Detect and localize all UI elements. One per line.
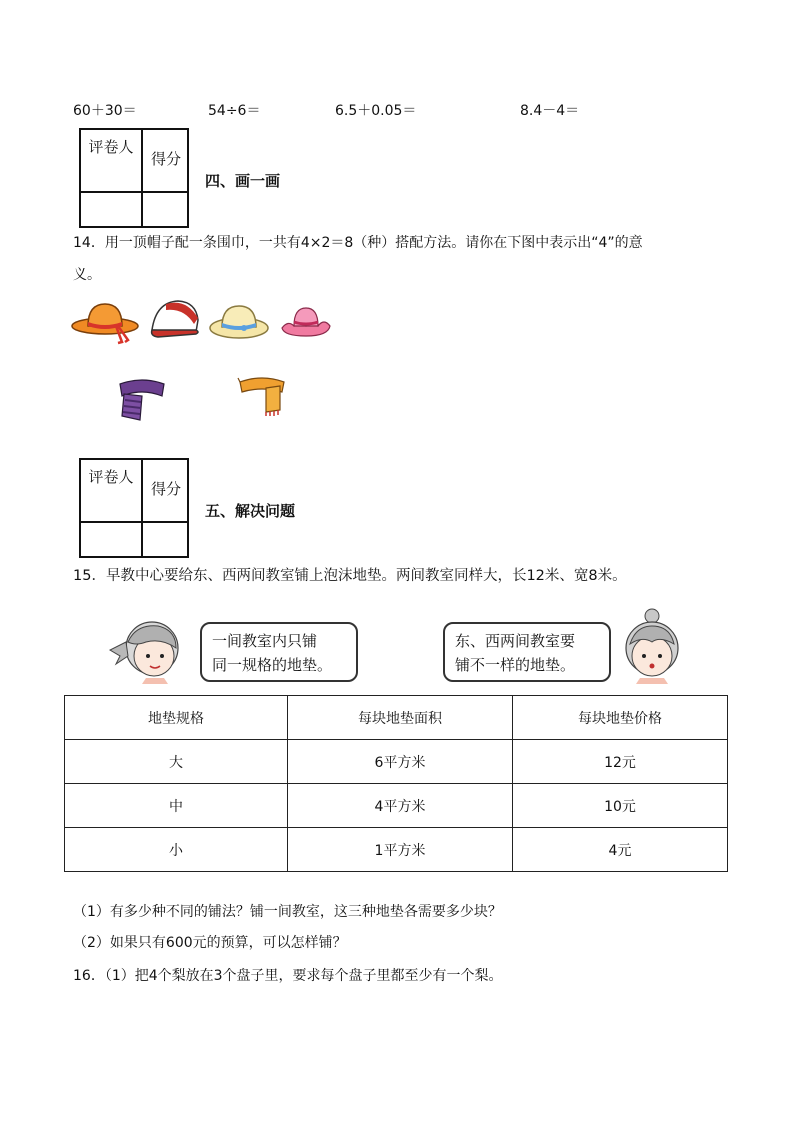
speech-bubble-left	[200, 622, 358, 682]
reviewer-label: 评卷人	[88, 138, 134, 156]
table-cell: 4元	[513, 828, 728, 872]
q15-sub1: （1）有多少种不同的铺法？铺一间教室，这三种地垫各需要多少块？	[73, 904, 502, 920]
bubble-left-line2: 同一规格的地垫。	[212, 656, 333, 674]
table-cell: 12元	[513, 740, 728, 784]
sun-hat-orange-icon	[70, 296, 140, 348]
table-header: 地垫规格	[65, 696, 288, 740]
table-cell: 大	[65, 740, 288, 784]
grader-box	[79, 128, 189, 228]
girl-left-illustration	[106, 612, 192, 684]
orange-scarf-icon	[236, 370, 288, 418]
table-header: 每块地垫面积	[288, 696, 513, 740]
mat-price-table	[64, 695, 728, 872]
bubble-right-line1: 东、西两间教室要	[455, 632, 576, 650]
table-cell: 10元	[513, 784, 728, 828]
pink-floppy-hat-icon	[280, 304, 332, 340]
calc-item-3: 6.5＋0.05＝	[335, 103, 417, 119]
table-cell: 小	[65, 828, 288, 872]
straw-hat-blue-ribbon-icon	[208, 302, 270, 342]
table-row	[65, 740, 728, 784]
bubble-left-line1: 一间教室内只铺	[212, 632, 318, 650]
reviewer-label: 评卷人	[88, 468, 134, 486]
grader-box-2	[79, 458, 189, 558]
purple-striped-scarf-icon	[116, 374, 168, 422]
score-label: 得分	[150, 480, 181, 498]
girl-right-illustration	[616, 608, 696, 684]
q16-text: 16．（1）把4个梨放在3个盘子里，要求每个盘子里都至少有一个梨。	[73, 968, 503, 984]
section-title-draw: 四、画一画	[205, 172, 281, 190]
table-cell: 4平方米	[288, 784, 513, 828]
calc-item-2: 54÷6＝	[208, 103, 261, 119]
table-cell: 6平方米	[288, 740, 513, 784]
table-row	[65, 784, 728, 828]
q15-text: 15．早教中心要给东、西两间教室铺上泡沫地垫。两间教室同样大，长12米、宽8米。	[73, 568, 627, 584]
table-cell: 中	[65, 784, 288, 828]
table-cell: 1平方米	[288, 828, 513, 872]
score-label: 得分	[150, 150, 181, 168]
baseball-cap-red-icon	[146, 296, 202, 342]
q15-sub2: （2）如果只有600元的预算，可以怎样铺？	[73, 935, 347, 951]
q14-text-line1: 14．用一顶帽子配一条围巾，一共有4×2＝8（种）搭配方法。请你在下图中表示出“4”的意	[73, 235, 643, 251]
table-header-row	[65, 696, 728, 740]
q14-text-line2: 义。	[73, 267, 101, 283]
calc-item-4: 8.4－4＝	[520, 103, 580, 119]
section-title-solve: 五、解决问题	[205, 502, 296, 520]
table-header: 每块地垫价格	[513, 696, 728, 740]
table-row	[65, 828, 728, 872]
bubble-right-line2: 铺不一样的地垫。	[455, 656, 576, 674]
speech-bubble-right	[443, 622, 611, 682]
calc-item-1: 60＋30＝	[73, 103, 137, 119]
